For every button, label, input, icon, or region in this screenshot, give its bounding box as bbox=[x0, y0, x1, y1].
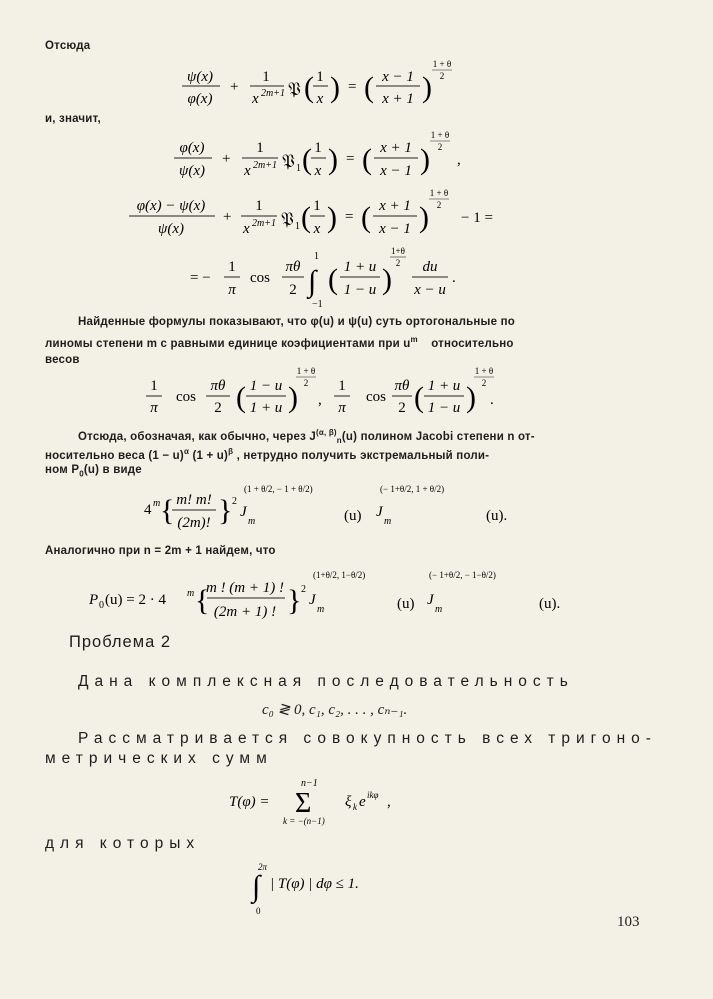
svg-text:x + 1: x + 1 bbox=[379, 198, 411, 214]
svg-text:x − 1: x − 1 bbox=[379, 221, 411, 237]
section-heading: Проблема 2 bbox=[69, 633, 172, 651]
svg-text:m: m bbox=[317, 604, 325, 615]
svg-text:du: du bbox=[422, 259, 438, 275]
svg-text:x: x bbox=[244, 163, 251, 179]
f1-arg-den: x bbox=[316, 91, 324, 107]
integral-sign-2: ∫ bbox=[252, 870, 261, 903]
svg-text:1 + θ: 1 + θ bbox=[430, 130, 450, 140]
f2-lhs-den: ψ(x) bbox=[179, 163, 205, 179]
svg-text:}: } bbox=[287, 584, 302, 617]
svg-text:2π: 2π bbox=[258, 862, 268, 872]
svg-text:(2m)!: (2m)! bbox=[177, 515, 211, 531]
svg-text:(: ( bbox=[236, 381, 246, 414]
text-line-13: для которых bbox=[45, 835, 201, 852]
svg-text:n−1: n−1 bbox=[301, 778, 318, 789]
svg-text:2: 2 bbox=[395, 258, 401, 268]
svg-text:(u).: (u). bbox=[486, 508, 508, 524]
formula-6 bbox=[140, 476, 520, 538]
svg-text:m: m bbox=[248, 516, 256, 527]
svg-text:2: 2 bbox=[301, 584, 306, 595]
formula-7 bbox=[85, 560, 585, 624]
svg-text:1: 1 bbox=[296, 163, 301, 174]
f1-den1: x bbox=[252, 91, 259, 107]
svg-text:=: = bbox=[346, 151, 355, 167]
svg-text:(1+θ/2, 1−θ/2): (1+θ/2, 1−θ/2) bbox=[313, 570, 366, 580]
svg-text:x: x bbox=[243, 221, 250, 237]
svg-text:πθ: πθ bbox=[285, 259, 301, 275]
text-line-4: линомы степени m с равными единице коэфициентами при $u^m$ относительно bbox=[45, 335, 514, 350]
svg-text:): ) bbox=[327, 201, 337, 234]
svg-text:): ) bbox=[330, 71, 340, 104]
svg-text:ξ: ξ bbox=[345, 794, 352, 810]
svg-text:1 − u: 1 − u bbox=[343, 282, 377, 298]
svg-text:2: 2 bbox=[398, 400, 406, 416]
svg-text:,: , bbox=[457, 152, 461, 168]
svg-text:J: J bbox=[427, 592, 434, 608]
svg-text:(2m + 1) !: (2m + 1) ! bbox=[213, 604, 277, 620]
svg-text:1: 1 bbox=[338, 378, 346, 394]
svg-text:x: x bbox=[314, 163, 322, 179]
f2-r-num: x + 1 bbox=[380, 140, 412, 156]
svg-text:m! m!: m! m! bbox=[176, 492, 212, 508]
svg-text:1: 1 bbox=[313, 198, 321, 214]
svg-text:): ) bbox=[466, 381, 476, 414]
formula-2 bbox=[170, 128, 510, 186]
f1-r-den: x + 1 bbox=[382, 91, 414, 107]
text-line-5: весов bbox=[45, 354, 80, 366]
svg-text:ikφ: ikφ bbox=[367, 790, 379, 800]
f2-P: 𝔓 bbox=[282, 151, 295, 171]
formula-3 bbox=[125, 186, 525, 244]
svg-text:2: 2 bbox=[232, 496, 237, 507]
svg-text:1 − u: 1 − u bbox=[249, 378, 283, 394]
svg-text:): ) bbox=[328, 143, 338, 176]
svg-text:): ) bbox=[422, 71, 432, 104]
svg-text:(: ( bbox=[414, 381, 424, 414]
text-line-7: носительно веса $(1 - u)^\alpha$ $(1 + u)^\beta$ , нетрудно получить экстремальный поли- bbox=[45, 447, 490, 462]
svg-text:−1: −1 bbox=[312, 299, 323, 310]
svg-text:(1 + θ/2, − 1 + θ/2): (1 + θ/2, − 1 + θ/2) bbox=[244, 484, 313, 494]
f1-arg-num: 1 bbox=[316, 69, 324, 85]
formula-8: c₀ ≷ 0, c₁, c₂, . . . , cₙ₋₁. bbox=[262, 702, 408, 718]
svg-text:1: 1 bbox=[256, 140, 264, 156]
svg-text:,: , bbox=[318, 392, 322, 408]
svg-text:(: ( bbox=[364, 71, 374, 104]
svg-text:}: } bbox=[218, 494, 233, 527]
text-line-12: метрических сумм bbox=[45, 750, 273, 767]
formula-4 bbox=[190, 244, 480, 310]
svg-text:1 + u: 1 + u bbox=[249, 400, 283, 416]
svg-text:,: , bbox=[387, 794, 391, 810]
f1-plus: + bbox=[230, 79, 239, 95]
svg-text:J: J bbox=[309, 592, 316, 608]
svg-text:1: 1 bbox=[150, 378, 158, 394]
f3-lhs-num: φ(x) − ψ(x) bbox=[136, 198, 206, 214]
svg-text:1 + θ: 1 + θ bbox=[429, 188, 449, 198]
f1-den1-sup: 2m+1 bbox=[261, 88, 285, 99]
svg-text:m ! (m + 1) !: m ! (m + 1) ! bbox=[205, 580, 285, 596]
f1-exp-num: 1 + θ bbox=[432, 59, 452, 69]
f2-r-den: x − 1 bbox=[380, 163, 412, 179]
sum-sign: Σ bbox=[295, 788, 312, 819]
svg-text:): ) bbox=[382, 263, 392, 296]
svg-text:2: 2 bbox=[303, 378, 309, 388]
svg-text:2: 2 bbox=[289, 282, 297, 298]
svg-text:1: 1 bbox=[314, 251, 319, 262]
f4-lead: = − bbox=[190, 270, 211, 286]
svg-text:.: . bbox=[452, 270, 456, 286]
svg-text:1 + θ: 1 + θ bbox=[474, 366, 494, 376]
svg-text:1: 1 bbox=[255, 198, 263, 214]
svg-text:2: 2 bbox=[437, 142, 443, 152]
svg-text:1 + u: 1 + u bbox=[427, 378, 461, 394]
formula-10 bbox=[250, 858, 450, 920]
f4-cos: cos bbox=[250, 270, 270, 286]
svg-text:J: J bbox=[240, 504, 247, 520]
svg-text:(: ( bbox=[361, 201, 371, 234]
svg-text:(u): (u) bbox=[397, 596, 415, 612]
text-line-3: Найденные формулы показывают, что φ(u) и ψ(u) суть ортогональные по bbox=[78, 316, 515, 328]
svg-text:4: 4 bbox=[144, 502, 152, 518]
svg-text:+: + bbox=[223, 209, 232, 225]
svg-text:+: + bbox=[222, 151, 231, 167]
svg-text:1 + θ: 1 + θ bbox=[296, 366, 316, 376]
svg-text:(: ( bbox=[302, 143, 312, 176]
svg-text:cos: cos bbox=[366, 389, 386, 405]
svg-text:𝔓: 𝔓 bbox=[281, 209, 294, 229]
svg-text:πθ: πθ bbox=[210, 378, 226, 394]
formula-5 bbox=[140, 364, 500, 420]
text-line-8: ном $P_0(u)$ в виде bbox=[45, 464, 142, 479]
svg-text:k = −(n−1): k = −(n−1) bbox=[283, 816, 325, 826]
svg-text:0: 0 bbox=[256, 906, 261, 916]
formula-1 bbox=[180, 55, 500, 115]
svg-text:π: π bbox=[338, 400, 346, 416]
svg-text:2: 2 bbox=[436, 200, 442, 210]
f1-eq: = bbox=[348, 79, 357, 95]
svg-text:(: ( bbox=[301, 201, 311, 234]
svg-text:m: m bbox=[384, 516, 392, 527]
text-line-10: Дана комплексная последовательность bbox=[78, 673, 574, 690]
svg-text:π: π bbox=[228, 282, 236, 298]
svg-text:=: = bbox=[345, 209, 354, 225]
formula-9 bbox=[225, 772, 455, 828]
svg-text:P: P bbox=[89, 592, 99, 608]
f1-lhs-num: ψ(x) bbox=[187, 69, 213, 85]
svg-text:2: 2 bbox=[481, 378, 487, 388]
svg-text:m: m bbox=[435, 604, 443, 615]
svg-text:(u): (u) bbox=[344, 508, 362, 524]
svg-text:cos: cos bbox=[176, 389, 196, 405]
svg-text:m: m bbox=[187, 588, 195, 599]
svg-text:1: 1 bbox=[314, 140, 322, 156]
svg-text:J: J bbox=[376, 504, 383, 520]
svg-text:{: { bbox=[160, 494, 175, 527]
svg-text:2: 2 bbox=[214, 400, 222, 416]
text-line-6: Отсюда, обозначая, как обычно, через $J^{(\alpha, \beta)}_n(u)$ полином Jacobi степени n от- bbox=[78, 428, 535, 446]
text-otsyuda: Отсюда bbox=[45, 40, 91, 52]
f1-r-num: x − 1 bbox=[382, 69, 414, 85]
svg-text:2m+1: 2m+1 bbox=[252, 218, 276, 229]
svg-text:1+θ: 1+θ bbox=[391, 246, 405, 256]
f3-lhs-den: ψ(x) bbox=[158, 221, 184, 237]
svg-text:): ) bbox=[288, 381, 298, 414]
svg-text:2m+1: 2m+1 bbox=[253, 160, 277, 171]
f3-tail: − 1 = bbox=[461, 210, 493, 226]
svg-text:{: { bbox=[195, 584, 210, 617]
svg-text:(− 1+θ/2, − 1−θ/2): (− 1+θ/2, − 1−θ/2) bbox=[429, 570, 496, 580]
f1-P: 𝔓 bbox=[288, 79, 301, 99]
page-number: 103 bbox=[617, 914, 640, 930]
svg-text:(: ( bbox=[328, 263, 338, 296]
svg-text:(u).: (u). bbox=[539, 596, 561, 612]
svg-text:x: x bbox=[313, 221, 321, 237]
f1-exp-den: 2 bbox=[439, 71, 445, 81]
integral-sign-1: ∫ bbox=[308, 265, 317, 298]
f1-num1: 1 bbox=[262, 69, 270, 85]
svg-text:e: e bbox=[359, 794, 366, 810]
text-line-11: Рассматривается совокупность всех тригоно- bbox=[78, 730, 657, 747]
svg-text:): ) bbox=[419, 201, 429, 234]
svg-text:(− 1+θ/2, 1 + θ/2): (− 1+θ/2, 1 + θ/2) bbox=[380, 484, 445, 494]
f1-lhs-den: φ(x) bbox=[187, 91, 213, 107]
svg-text:1 + u: 1 + u bbox=[343, 259, 377, 275]
text-line-9: Аналогично при n = 2m + 1 найдем, что bbox=[45, 545, 276, 557]
svg-text:k: k bbox=[353, 802, 357, 812]
svg-text:x − u: x − u bbox=[414, 282, 446, 298]
svg-text:π: π bbox=[150, 400, 158, 416]
svg-text:1: 1 bbox=[228, 259, 236, 275]
svg-text:1: 1 bbox=[295, 221, 300, 232]
svg-text:T(φ) =: T(φ) = bbox=[229, 794, 270, 810]
svg-text:1 − u: 1 − u bbox=[427, 400, 461, 416]
svg-text:): ) bbox=[420, 143, 430, 176]
svg-text:0: 0 bbox=[99, 600, 104, 611]
svg-text:(: ( bbox=[304, 71, 314, 104]
svg-text:(u) = 2 · 4: (u) = 2 · 4 bbox=[105, 592, 166, 608]
f2-lhs-num: φ(x) bbox=[179, 140, 205, 156]
svg-text:πθ: πθ bbox=[394, 378, 410, 394]
svg-text:| T(φ) | dφ ≤ 1.: | T(φ) | dφ ≤ 1. bbox=[270, 876, 359, 892]
svg-text:(: ( bbox=[362, 143, 372, 176]
text-i-znachit: и, значит, bbox=[45, 113, 101, 125]
svg-text:.: . bbox=[490, 392, 494, 408]
svg-text:m: m bbox=[153, 498, 161, 509]
